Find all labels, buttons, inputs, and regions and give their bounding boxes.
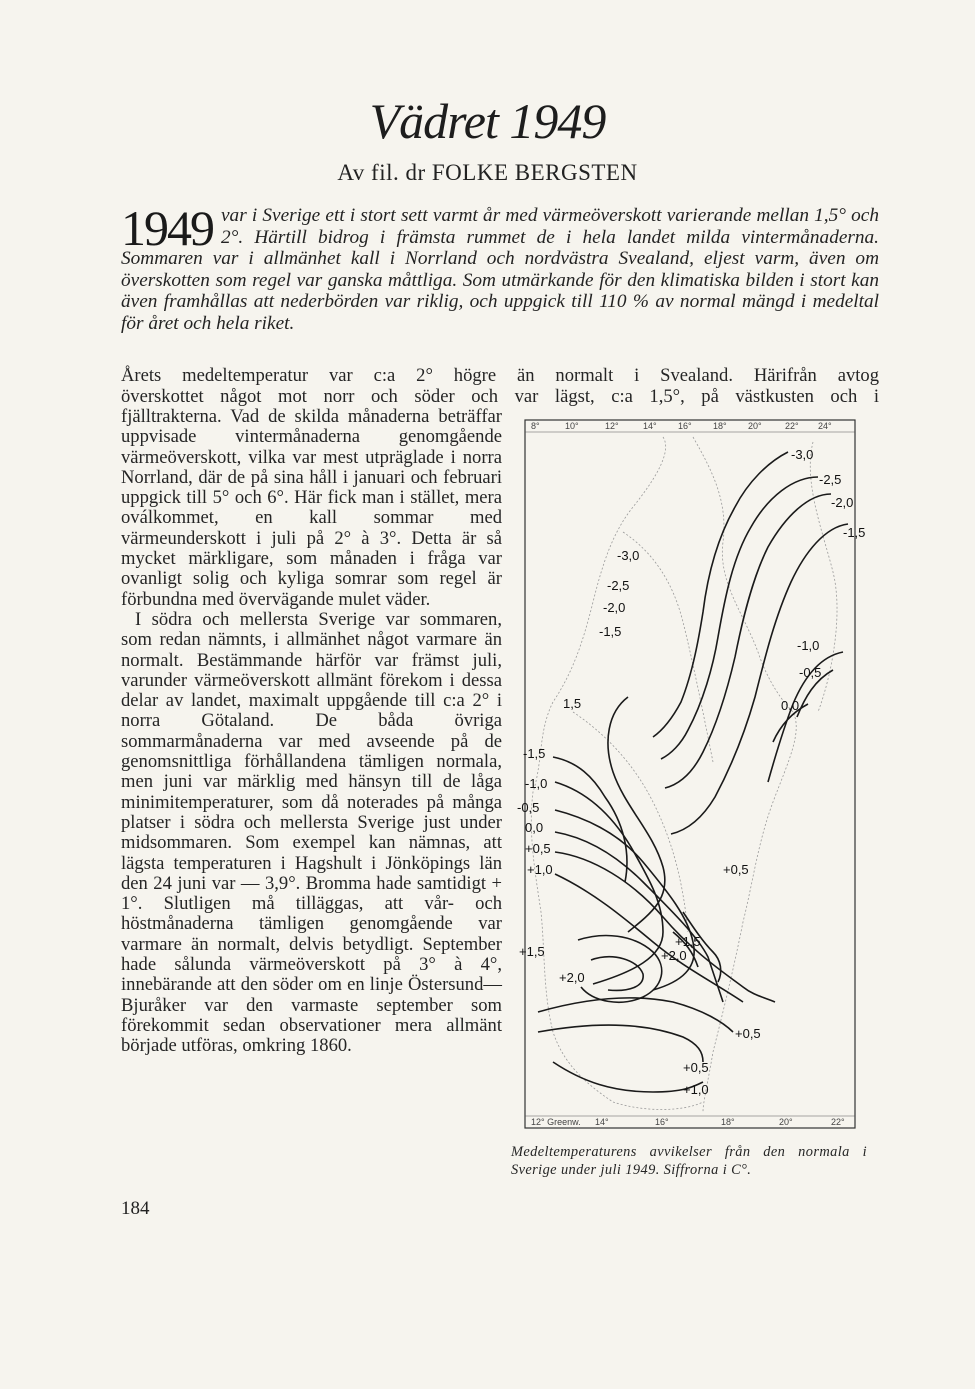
isotherm-label: -0,5: [517, 800, 540, 815]
page-number: 184: [121, 1198, 150, 1219]
tick-label: 18°: [721, 1117, 735, 1127]
isotherm-label: +1,5: [675, 934, 701, 949]
intro-text: var i Sverige ett i stort sett varmt år med värmeöverskott varierande mellan 1,5° och 2°. Härtill bidrog i främsta rummet de i hela landet milda vintermånaderna. Sommaren var i allmänhet kall i Norrland och nordvästra Svealand, eljest varm, även om överskotten som regel var ganska måttliga. Som utmärkande för den klimatiska bilden i stort kan även framhållas att nederbörden var riklig, och uppgick till 110 % av normal mängd i medeltal för året och hela riket.: [121, 205, 879, 334]
top-tick-labels: [531, 421, 832, 431]
intro-paragraph: [121, 200, 879, 334]
body-line-2: överskottet något mot norr och söder och var lägst, c:a 1,5°, på västkusten och i: [121, 386, 879, 407]
tick-label: 18°: [713, 421, 727, 431]
isotherm-label: +2,0: [559, 970, 585, 985]
drop-cap: 1949: [121, 200, 213, 256]
isotherm-label: 1,5: [563, 696, 582, 711]
tick-label: 24°: [818, 421, 832, 431]
isotherm-label: +2,0: [661, 948, 687, 963]
isotherm-label: -0,5: [799, 665, 822, 680]
isotherm-label: +1,5: [519, 944, 545, 959]
article-byline: Av fil. dr FOLKE BERGSTEN: [337, 160, 638, 185]
isotherm-label: -1,5: [599, 624, 622, 639]
isotherm-label: -1,0: [797, 638, 820, 653]
tick-label: 16°: [678, 421, 692, 431]
tick-label: 12° Greenw.: [531, 1117, 581, 1127]
tick-label: 14°: [595, 1117, 609, 1127]
isotherm-label: -1,5: [843, 525, 866, 540]
isotherm-label: +1,0: [683, 1082, 709, 1097]
isotherm-label: -2,0: [603, 600, 626, 615]
body-line-1: Årets medeltemperatur var c:a 2° högre än normalt i Svealand. Härifrån avtog: [121, 365, 879, 386]
tick-label: 8°: [531, 421, 540, 431]
bottom-tick-labels: [531, 1117, 845, 1127]
tick-label: 22°: [785, 421, 799, 431]
tick-label: 14°: [643, 421, 657, 431]
isotherm-map: [513, 412, 867, 1140]
isotherm-label: -2,5: [819, 472, 842, 487]
coastline: [531, 437, 837, 1112]
article-title: Vädret 1949: [369, 93, 606, 149]
body-paragraph: I södra och mellersta Sverige var sommaren, som redan nämnts, i allmänhet något varmare än normalt. Bestämmande härför var främst juli, varunder värmeöverskott allmänt förekom i dessa delar av landet, maximalt uppgående till c:a 2° i norra Götaland. De båda övriga sommarmånaderna var med avseende på de genomsnittliga förhållandena tämligen normala, men juni var märklig med hänsyn till de låga minimitemperaturer, som då noterades på många platser i södra och mellersta Sverige just under midsommaren. Som exempel kan nämnas, att lägsta temperaturen i Hagshult i Jönköpings län den 24 juni var — 3,9°. Bromma hade samtidigt + 1°. Slutligen må tilläggas, att vår- och höstmånaderna tämligen genomgående var varmare än normalt, delvis betydligt. September hade sålunda värmeöverskott på 3° à 4°, innebärande att den söder om en linje Östersund—Bjuråker var den varmaste september som förekommit sedan observationer mera allmänt började utföras, omkring 1860.: [121, 608, 502, 1057]
isotherm-label: -1,5: [523, 746, 546, 761]
isotherm-lines: [538, 452, 848, 1092]
tick-label: 20°: [748, 421, 762, 431]
isotherm-label: -2,5: [607, 578, 630, 593]
map-frame: [525, 420, 855, 1128]
body-column: [121, 407, 502, 1057]
isotherm-label: -1,0: [525, 776, 548, 791]
tick-label: 20°: [779, 1117, 793, 1127]
isotherm-label: 0,0: [525, 820, 544, 835]
isotherm-label: 0,0: [781, 698, 800, 713]
tick-label: 16°: [655, 1117, 669, 1127]
isotherm-label: +1,0: [527, 862, 553, 877]
isotherm-label: +0,5: [723, 862, 749, 877]
isotherm-label: -2,0: [831, 495, 854, 510]
isotherm-label: +0,5: [735, 1026, 761, 1041]
tick-label: 22°: [831, 1117, 845, 1127]
tick-label: 10°: [565, 421, 579, 431]
isotherm-label: +0,5: [525, 841, 551, 856]
tick-label: 12°: [605, 421, 619, 431]
isotherm-label: -3,0: [617, 548, 640, 563]
isotherm-label: -3,0: [791, 447, 814, 462]
isotherm-label-group: [517, 447, 865, 1097]
isotherm-label: +0,5: [683, 1060, 709, 1075]
map-caption: Medeltemperaturens avvikelser från den normala i Sverige under juli 1949. Siffrorna i C°.: [511, 1144, 867, 1178]
body-paragraph: fjälltrakterna. Vad de skilda månaderna beträffar uppvisade vintermånaderna genomgående värmeöverskott, vilka var mest utpräglade i norra Norrland, där de på sina håll i januari och februari uppgick till 5° och 6°. Här fick man i stället, mera oválkommet, en kall sommar med värmeunderskott i juli på 2° à 3°. Detta är så mycket märkligare, som månaden i fråga var ovanligt solig och kyliga somrar som regel är förbundna med övervägande mulet väder.: [121, 406, 502, 610]
